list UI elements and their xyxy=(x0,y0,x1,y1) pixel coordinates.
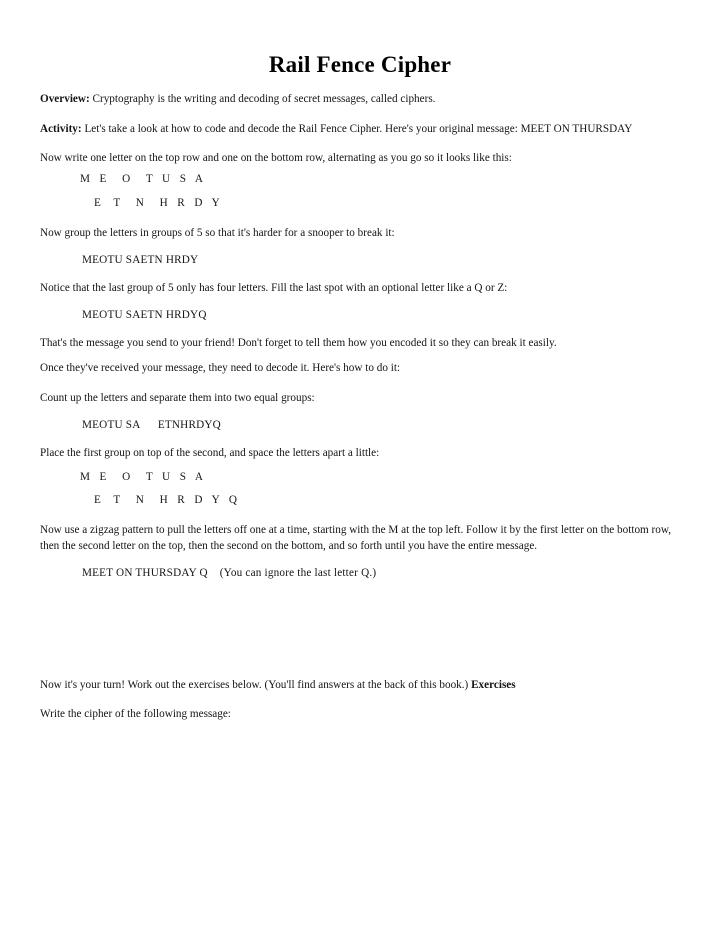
instruction-zigzag: Now use a zigzag pattern to pull the letters off one at a time, starting with the M at the top left. Follow it by the first letter on the bottom row, then the second letter on the top, then the second on the bottom, and so forth until you have the entire message. xyxy=(40,524,672,552)
instruction-decode-intro: Once they've received your message, they need to decode it. Here's how to do it: xyxy=(40,362,401,374)
instruction-group-of-five: Now group the letters in groups of 5 so that it's harder for a snooper to break it: xyxy=(40,226,395,239)
spacer xyxy=(40,509,680,523)
rail-bottom-row: E T N H R D Y xyxy=(94,196,220,209)
spacer xyxy=(40,269,680,281)
rail-fence-encode-block xyxy=(40,171,680,212)
spacer xyxy=(40,351,680,361)
rail-fence-decode-block xyxy=(40,469,680,509)
rail-bottom-row: E T N H R D Y Q xyxy=(94,494,238,506)
spacer xyxy=(40,377,680,391)
spacer xyxy=(40,461,680,469)
spacer xyxy=(40,296,680,308)
rail-top-row: M E O T U S A xyxy=(80,172,204,185)
instruction-write-rows: Now write one letter on the top row and one on the bottom row, alternating as you go so it looks like this: xyxy=(40,152,512,164)
instruction-notice-last-group: Notice that the last group of 5 only has four letters. Fill the last spot with an optional letter like a Q or Z: xyxy=(40,281,508,294)
page-title: Rail Fence Cipher xyxy=(268,52,452,77)
spacer xyxy=(40,188,680,195)
exercises-heading: Exercises xyxy=(471,678,516,691)
rail-top-row: M E O T U S A xyxy=(80,471,204,483)
cipher-grouped-text: MEOTU SAETN HRDY xyxy=(82,254,199,266)
instruction-count-letters: Count up the letters and separate them into two equal groups: xyxy=(40,391,315,404)
exercises-prompt: Write the cipher of the following message: xyxy=(40,708,231,720)
spacer xyxy=(40,434,680,446)
activity-text: Let's take a look at how to code and decode the Rail Fence Cipher. Here's your original message: MEET ON THURSDAY xyxy=(81,122,633,135)
cipher-padded-text: MEOTU SAETN HRDYQ xyxy=(82,309,207,321)
overview-text: Cryptography is the writing and decoding of secret messages, called ciphers. xyxy=(89,93,436,105)
spacer xyxy=(40,78,680,92)
spacer xyxy=(40,137,680,151)
spacer xyxy=(40,108,680,122)
split-groups-text: MEOTU SA ETNHRDYQ xyxy=(82,419,221,431)
spacer-large-gap xyxy=(40,582,680,678)
spacer xyxy=(40,693,680,707)
overview-label: Overview: xyxy=(40,93,90,105)
activity-paragraph xyxy=(40,122,680,138)
spacer xyxy=(40,406,680,418)
exercises-intro-text: Now it's your turn! Work out the exercises below. (You'll find answers at the back of this book.) xyxy=(40,678,472,691)
spacer xyxy=(40,324,680,336)
spacer xyxy=(40,212,680,226)
overview-paragraph xyxy=(40,92,680,108)
instruction-send-to-friend: That's the message you send to your friend! Don't forget to tell them how you encoded it so they can break it easily. xyxy=(40,336,557,349)
instruction-place-on-top: Place the first group on top of the second, and space the letters apart a little: xyxy=(40,446,380,459)
spacer xyxy=(40,554,680,566)
spacer xyxy=(40,241,680,253)
exercises-intro-paragraph xyxy=(40,678,680,694)
activity-label: Activity: xyxy=(40,122,82,135)
decoded-answer-text: MEET ON THURSDAY Q (You can ignore the last letter Q.) xyxy=(82,567,377,579)
